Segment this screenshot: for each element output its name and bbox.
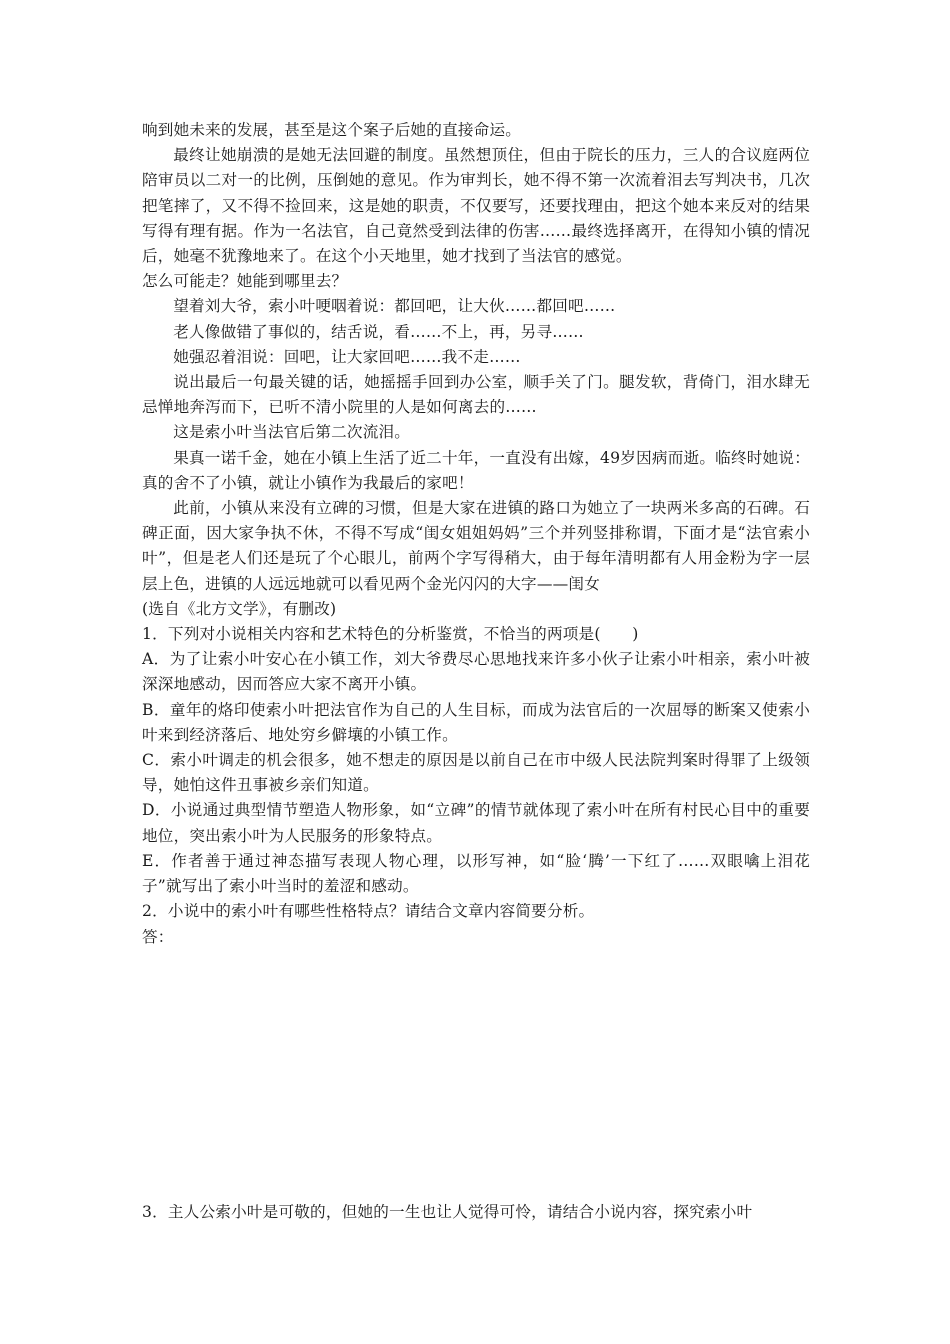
option-a: A．为了让索小叶安心在小镇工作，刘大爷费尽心思地找来许多小伙子让索小叶相亲，索小叶被深深地感动，因而答应大家不离开小镇。 [142,650,810,694]
story-paragraph: 怎么可能走？她能到哪里去？ [142,272,348,291]
question-2: 2．小说中的索小叶有哪些性格特点？请结合文章内容简要分析。 [142,902,595,921]
source-citation: (选自《北方文学》，有删改) [142,599,337,618]
story-paragraph: 此前，小镇从来没有立碑的习惯，但是大家在进镇的路口为她立了一块两米多高的石碑。石碑正面，因大家争执不休，不得不写成“闺女姐姐妈妈”三个并列竖排称谓，下面才是“法官索小叶”，但是老人们还是玩了个心眼儿，前两个字写得稍大，由于每年清明都有人用金粉为字一层层上色，进镇的人远远地就可以看见两个金光闪闪的大字——闺女 [142,499,810,593]
story-paragraph: 望着刘大爷，索小叶哽咽着说：都回吧，让大伙……都回吧…… [173,297,616,316]
story-paragraph: 她强忍着泪说：回吧，让大家回吧……我不走…… [173,347,521,366]
story-paragraph: 说出最后一句最关键的话，她摇摇手回到办公室，顺手关了门。腿发软，背倚门，泪水肆无忌惮地奔泻而下，已听不清小院里的人是如何离去的…… [142,373,810,417]
option-c: C．索小叶调走的机会很多，她不想走的原因是以前自己在市中级人民法院判案时得罪了上级领导，她怕这件丑事被乡亲们知道。 [142,751,810,795]
option-d: D．小说通过典型情节塑造人物形象，如“立碑”的情节就体现了索小叶在所有村民心目中的重要地位，突出索小叶为人民服务的形象特点。 [142,801,810,845]
story-paragraph: 这是索小叶当法官后第二次流泪。 [173,423,411,442]
answer-space[interactable] [142,950,810,1200]
option-e: E．作者善于通过神态描写表现人物心理，以形写神，如“脸‘腾’一下红了……双眼噙上泪花子”就写出了索小叶当时的羞涩和感动。 [142,851,810,896]
document-page [142,118,810,1225]
question-1: 1．下列对小说相关内容和艺术特色的分析鉴赏，不恰当的两项是( ) [142,625,639,644]
story-paragraph: 果真一诺千金，她在小镇上生活了近二十年，一直没有出嫁，49岁因病而逝。临终时她说：真的舍不了小镇，就让小镇作为我最后的家吧！ [142,448,810,492]
story-paragraph: 老人像做错了事似的，结舌说，看……不上，再，另寻…… [173,322,584,341]
story-paragraph: 响到她未来的发展，甚至是这个案子后她的直接命运。 [142,121,522,139]
story-paragraph: 最终让她崩溃的是她无法回避的制度。虽然想顶住，但由于院长的压力，三人的合议庭两位陪审员以二对一的比例，压倒她的意见。作为审判长，她不得不第一次流着泪去写判决书，几次把笔摔了，又不得不捡回来，这是她的职责，不仅要写，还要找理由，把这个她本来反对的结果写得有理有据。作为一名法官，自己竟然受到法律的伤害……最终选择离开，在得知小镇的情况后，她毫不犹豫地来了。在这个小天地里，她才找到了当法官的感觉。 [142,146,810,266]
question-3: 3．主人公索小叶是可敬的，但她的一生也让人觉得可怜，请结合小说内容，探究索小叶 [142,1202,753,1221]
answer-label: 答： [142,927,174,946]
option-b: B．童年的烙印使索小叶把法官作为自己的人生目标，而成为法官后的一次屈辱的断案又使索小叶来到经济落后、地处穷乡僻壤的小镇工作。 [142,700,810,744]
